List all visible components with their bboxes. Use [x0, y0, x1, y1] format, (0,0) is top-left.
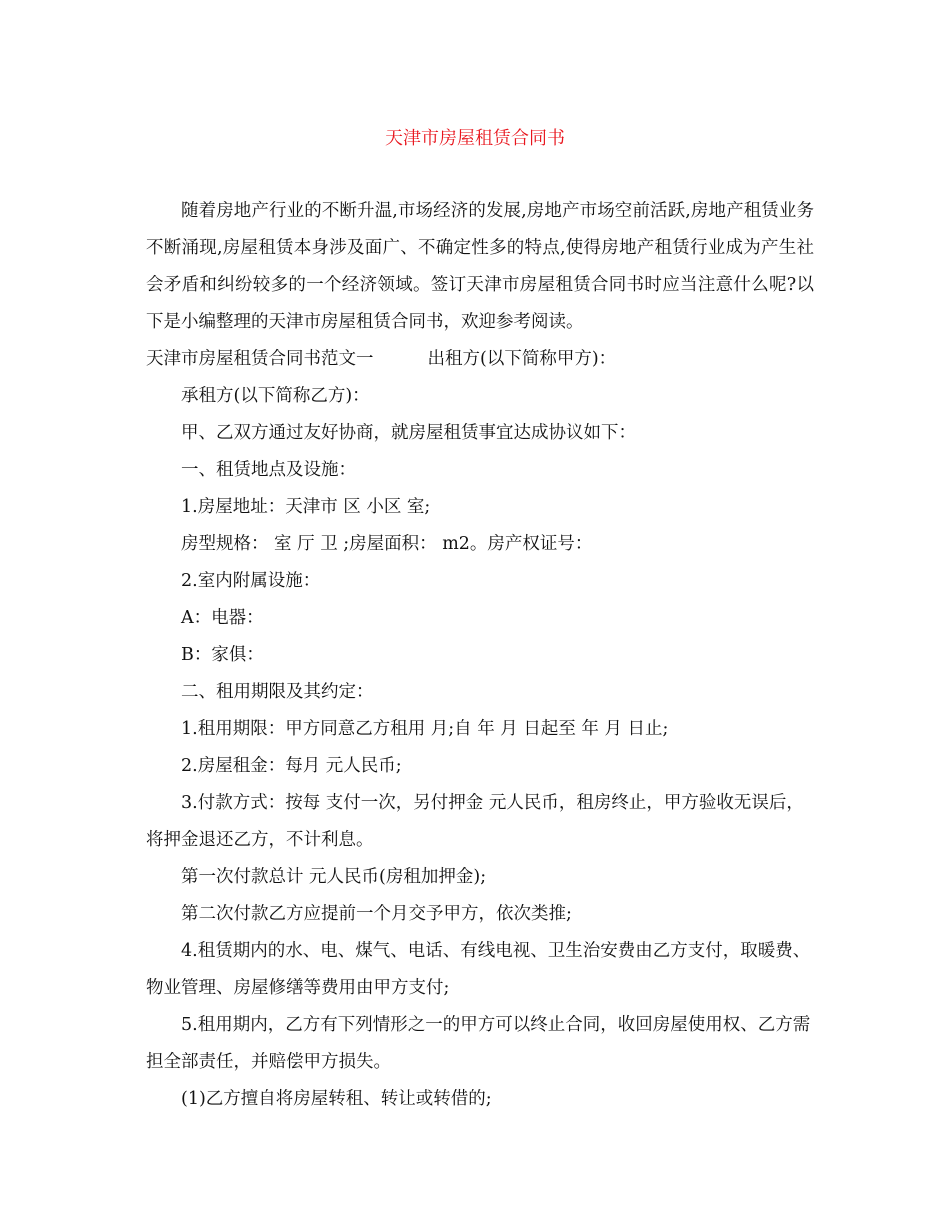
section-heading-1: 一、租赁地点及设施：: [181, 460, 356, 480]
appliances-line: A：电器：: [181, 608, 264, 628]
termination-paragraph: 5.租用期内，乙方有下列情形之一的甲方可以终止合同，收回房屋使用权、乙方需担全部责任，并赔偿甲方损失。: [146, 1015, 811, 1072]
term-line: 1.租用期限：甲方同意乙方租用 月;自 年 月 日起至 年 月 日止;: [181, 719, 669, 739]
furniture-line: B：家俱：: [181, 645, 264, 665]
second-payment-line: 第二次付款乙方应提前一个月交予甲方，依次类推;: [181, 904, 572, 924]
sublet-line: (1)乙方擅自将房屋转租、转让或转借的;: [181, 1089, 492, 1109]
section-heading-2: 二、租用期限及其约定：: [181, 682, 374, 702]
document-title: 天津市房屋租赁合同书: [385, 128, 565, 149]
fees-paragraph: 4.租赁期内的水、电、煤气、电话、有线电视、卫生治安费由乙方支付，取暖费、物业管理、房屋修缮等费用由甲方支付;: [146, 941, 811, 998]
first-payment-line: 第一次付款总计 元人民币(房租加押金);: [181, 867, 487, 887]
sample-heading: 天津市房屋租赁合同书范文一: [146, 349, 374, 369]
agreement-line: 甲、乙双方通过友好协商，就房屋租赁事宜达成协议如下：: [181, 423, 636, 443]
layout-line: 房型规格： 室 厅 卫 ;房屋面积： m2。房产权证号：: [181, 534, 593, 554]
rent-line: 2.房屋租金：每月 元人民币;: [181, 756, 402, 776]
address-line: 1.房屋地址：天津市 区 小区 室;: [181, 497, 431, 517]
document-body: [146, 193, 814, 1118]
facilities-line: 2.室内附属设施：: [181, 571, 321, 591]
payment-paragraph: 3.付款方式：按每 支付一次，另付押金 元人民币，租房终止，甲方验收无误后，将押金退还乙方，不计利息。: [146, 793, 804, 850]
lessee-line: 承租方(以下简称乙方)：: [181, 386, 370, 406]
sample-heading-line: [146, 341, 814, 378]
lessor-line: 出租方(以下简称甲方)：: [427, 349, 617, 369]
intro-paragraph: 随着房地产行业的不断升温,市场经济的发展,房地产市场空前活跃,房地产租赁业务不断涌现,房屋租赁本身涉及面广、不确定性多的特点,使得房地产租赁行业成为产生社会矛盾和纠纷较多的一个经济领域。签订天津市房屋租赁合同书时应当注意什么呢?以下是小编整理的天津市房屋租赁合同书，欢迎参考阅读。: [146, 201, 814, 332]
